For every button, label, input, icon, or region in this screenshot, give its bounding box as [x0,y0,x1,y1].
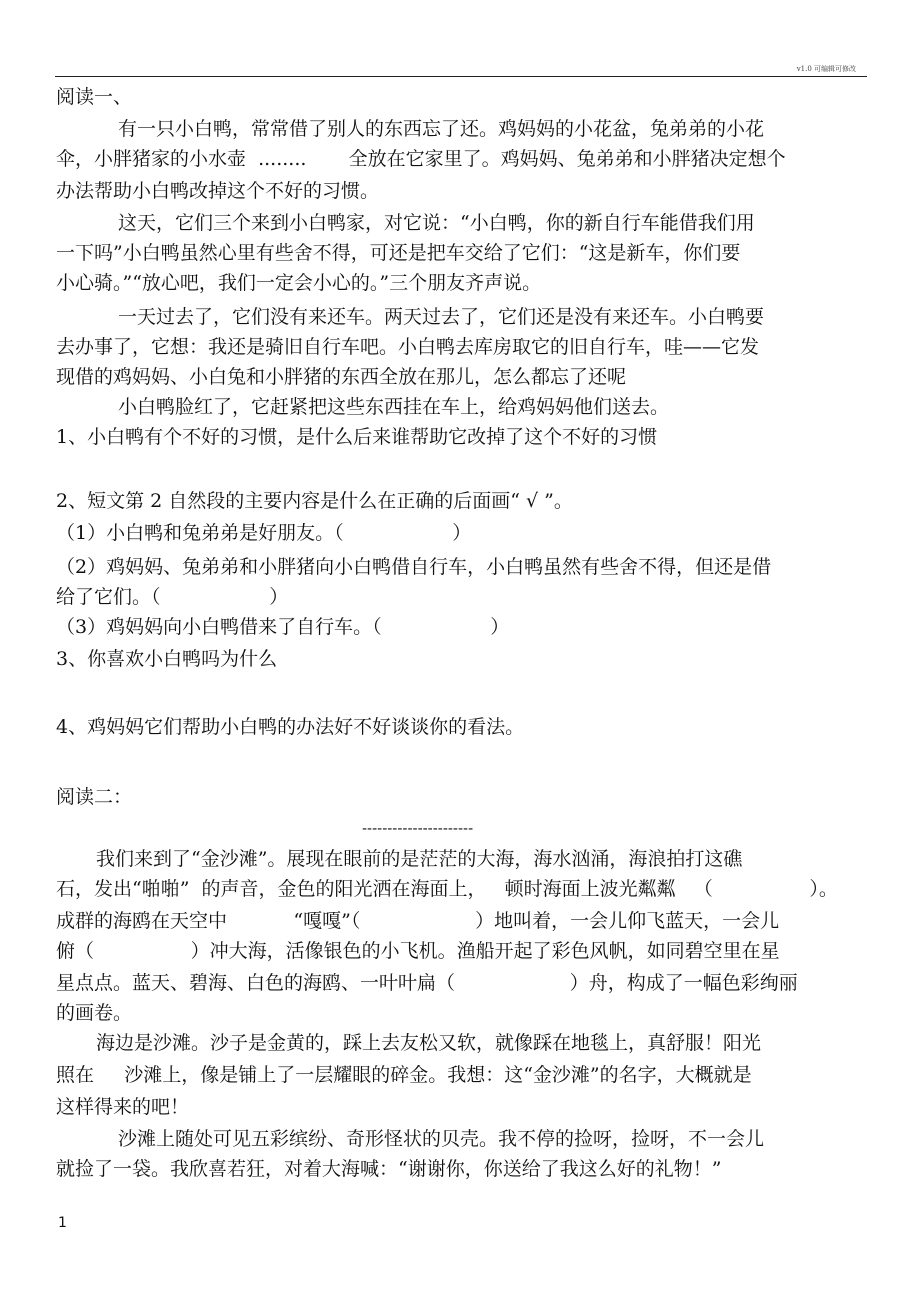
reading2-line-3: 成群的海鸥在天空中 “嘎嘎”（ ）地叫着，一会儿仰飞蓝天，一会儿 [56,910,780,932]
reading1-line-9: 现借的鸡妈妈、小白兔和小胖猪的东西全放在那儿，怎么都忘了还呢 [56,366,627,388]
reading2-line-2: 石，发出“啪啪” 的声音，金色的阳光洒在海面上， 顿时海面上波光粼粼 （ ）。 [56,878,838,900]
question-4: 4、鸡妈妈它们帮助小白鸭的办法好不好谈谈你的看法。 [56,716,525,738]
reading2-line-11: 就捡了一袋。我欣喜若狂，对着大海喊：“谢谢你，你送给了我这么好的礼物！” [56,1158,722,1180]
reading1-title: 阅读一、 [56,86,133,108]
question-2-option-3: （3）鸡妈妈向小白鸭借来了自行车。（ ） [56,616,510,638]
question-2-option-2-cont: 给了它们。（ ） [56,586,289,608]
reading1-line-7: 一天过去了，它们没有来还车。两天过去了，它们还是没有来还车。小白鸭要 [118,306,765,328]
reading1-line-4: 这天，它们三个来到小白鸭家，对它说：“小白鸭，你的新自行车能借我们用 [118,212,755,234]
reading1-line-1: 有一只小白鸭，常常借了别人的东西忘了还。鸡妈妈的小花盆，兔弟弟的小花 [118,118,765,140]
reading1-line-5: 一下吗”小白鸭虽然心里有些舍不得，可还是把车交给了它们：“这是新车，你们要 [56,242,741,264]
reading1-line-10: 小白鸭脸红了，它赶紧把这些东西挂在车上，给鸡妈妈他们送去。 [118,396,670,418]
question-2-option-2: （2）鸡妈妈、兔弟弟和小胖猪向小白鸭借自行车，小白鸭虽然有些舍不得，但还是借 [56,556,772,578]
reading2-title: 阅读二： [56,786,133,808]
reading2-line-10: 沙滩上随处可见五彩缤纷、奇形怪状的贝壳。我不停的捡呀，捡呀，不一会儿 [118,1128,765,1150]
reading2-line-9: 这样得来的吧！ [56,1096,190,1118]
reading2-line-5: 星点点。蓝天、碧海、白色的海鸥、一叶叶扁（ ）舟，构成了一幅色彩绚丽 [56,972,798,994]
question-2-option-1: （1）小白鸭和兔弟弟是好朋友。（ ） [56,522,472,544]
question-2: 2、短文第 2 自然段的主要内容是什么在正确的后面画“ √ ”。 [56,490,573,512]
reading2-line-4: 俯（ ）冲大海，活像银色的小飞机。渔船开起了彩色风帆，如同碧空里在星 [56,940,780,962]
reading1-line-2: 伞，小胖猪家的小水壶 ........ 全放在它家里了。鸡妈妈、兔弟弟和小胖猪决定想个 [56,148,786,170]
header-rule [55,76,867,77]
reading2-blank-title: ---------------------- [362,821,474,837]
reading1-line-3: 办法帮助小白鸭改掉这个不好的习惯。 [56,180,380,202]
version-note: v1.0 可编辑可修改 [796,65,856,73]
reading1-line-6: 小心骑。”“放心吧，我们一定会小心的。”三个朋友齐声说。 [56,272,542,294]
reading2-line-6: 的画卷。 [56,1002,133,1024]
reading2-line-7: 海边是沙滩。沙子是金黄的，踩上去友松又软，就像踩在地毯上，真舒服！阳光 [96,1032,762,1054]
reading2-line-1: 我们来到了“金沙滩”。展现在眼前的是茫茫的大海，海水汹涌，海浪拍打这礁 [96,848,743,870]
page-number: 1 [58,1215,67,1231]
question-3: 3、你喜欢小白鸭吗为什么 [56,648,278,670]
reading1-line-8: 去办事了，它想：我还是骑旧自行车吧。小白鸭去库房取它的旧自行车，哇——它发 [56,336,760,358]
reading2-line-8: 照在 沙滩上，像是铺上了一层耀眼的碎金。我想：这“金沙滩”的名字，大概就是 [56,1064,752,1086]
question-1: 1、小白鸭有个不好的习惯，是什么后来谁帮助它改掉了这个不好的习惯 [56,426,658,448]
